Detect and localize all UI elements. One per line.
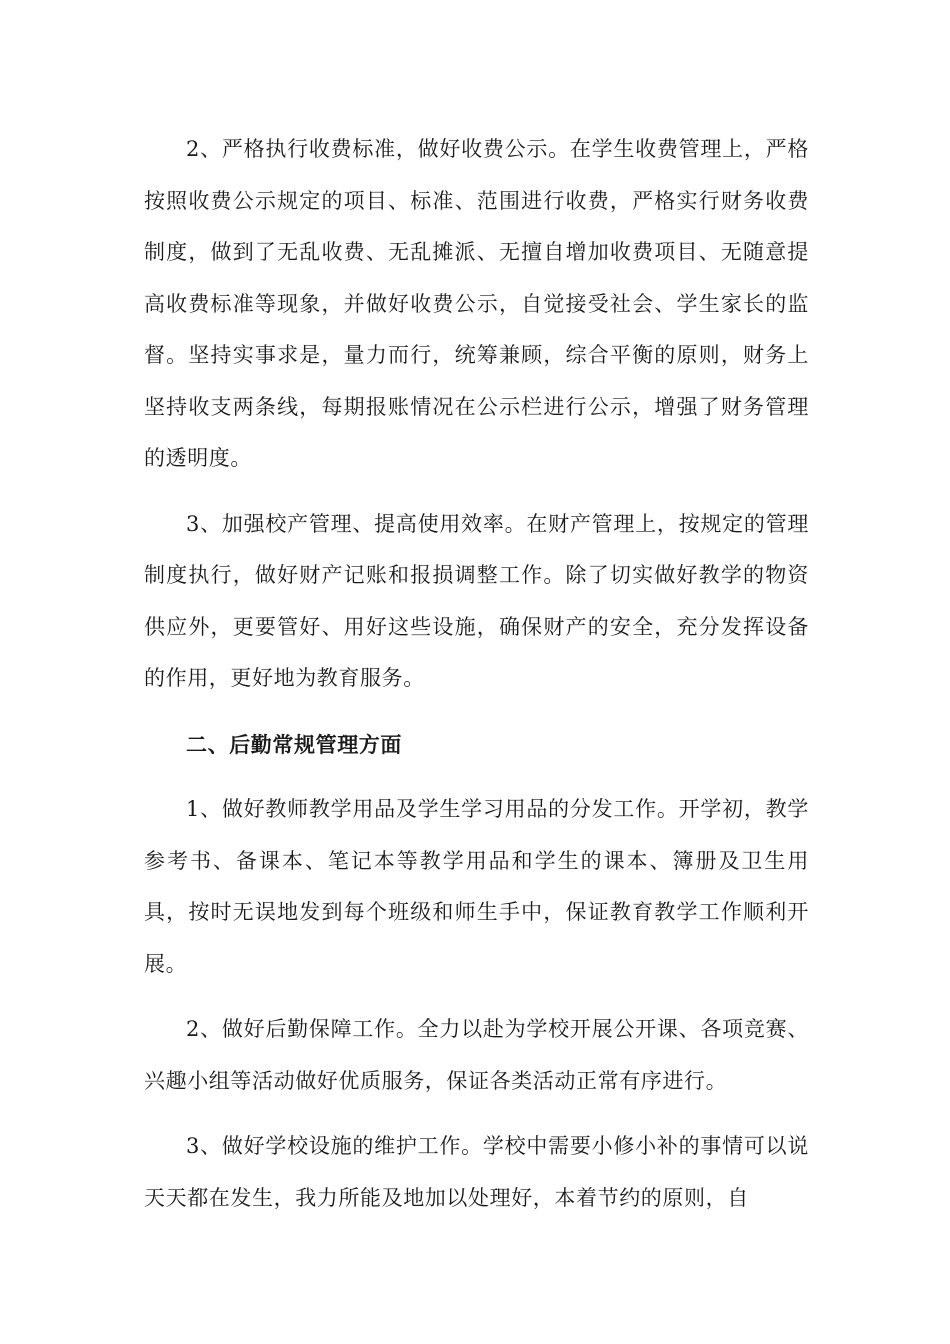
paragraph-asset-management: 3、加强校产管理、提高使用效率。在财产管理上，按规定的管理制度执行，做好财产记账和报损调整工作。除了切实做好教学的物资供应外，更要管好、用好这些设施，确保财产的安全，充分发挥设备的作用，更好地为教育服务。 — [144, 511, 809, 690]
paragraph-supplies-distribution: 1、做好教师教学用品及学生学习用品的分发工作。开学初，教学参考书、备课本、笔记本等教学用品和学生的课本、簿册及卫生用具，按时无误地发到每个班级和师生手中，保证教育教学工作顺利开展。 — [144, 797, 809, 976]
paragraph-facility-maintenance: 3、做好学校设施的维护工作。学校中需要小修小补的事情可以说天天都在发生，我力所能及地加以处理好，本着节约的原则，自 — [144, 1134, 809, 1210]
paragraph-logistics-support: 2、做好后勤保障工作。全力以赴为学校开展公开课、各项竞赛、兴趣小组等活动做好优质服务，保证各类活动正常有序进行。 — [144, 1017, 809, 1093]
document-body — [144, 124, 809, 1238]
section-heading: 二、后勤常规管理方面 — [186, 731, 402, 757]
paragraph-fee-standards: 2、严格执行收费标准，做好收费公示。在学生收费管理上，严格按照收费公示规定的项目、标准、范围进行收费，严格实行财务收费制度，做到了无乱收费、无乱摊派、无擅自增加收费项目、无随意提高收费标准等现象，并做好收费公示，自觉接受社会、学生家长的监督。坚持实事求是，量力而行，统筹兼顾，综合平衡的原则，财务上坚持收支两条线，每期报账情况在公示栏进行公示，增强了财务管理的透明度。 — [144, 137, 809, 470]
